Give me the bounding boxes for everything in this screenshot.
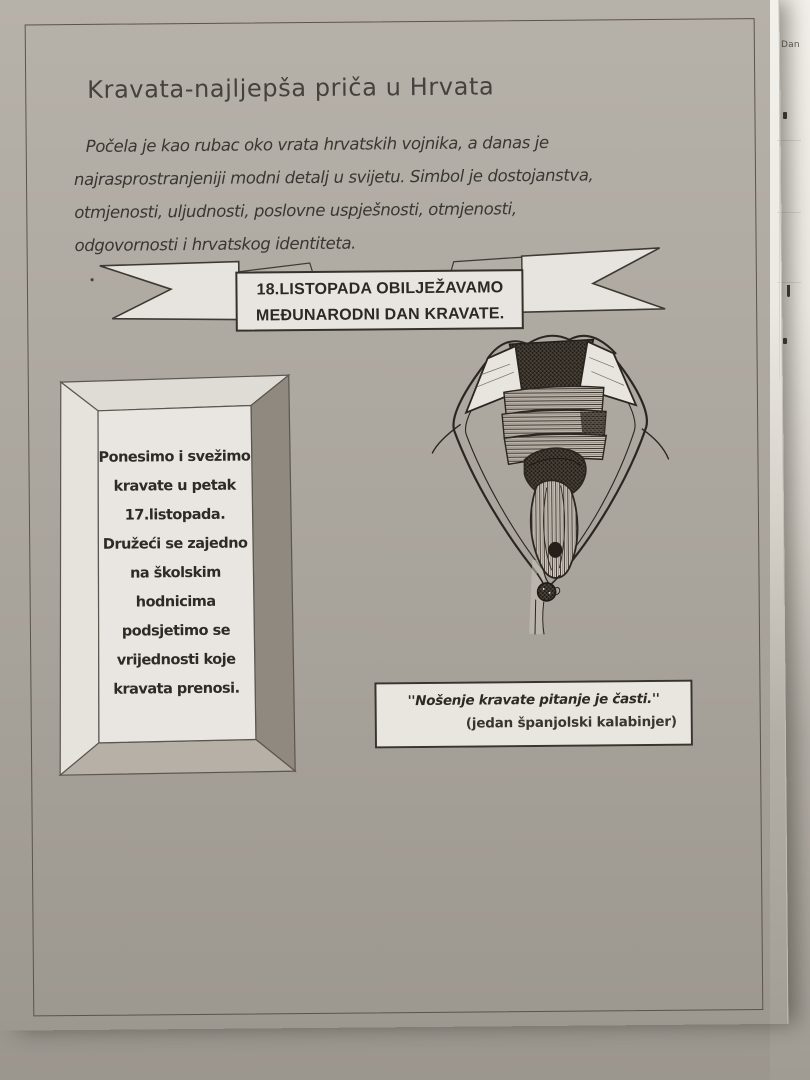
framed-note: [86, 442, 264, 705]
framed-note-line: kravate u petak: [113, 477, 236, 495]
cravat-ink-sketch-icon: [429, 327, 672, 641]
framed-note-line: Ponesimo i svežimo: [98, 448, 251, 466]
intro-line: otmjenosti, uljudnosti, poslovne uspješnosti, otmjenosti,: [74, 199, 517, 223]
intro-line: Počela je kao rubac oko vrata hrvatskih vojnika, a danas je: [85, 132, 549, 156]
background-sheet-mark: [783, 112, 787, 119]
background-sheet-mark: [783, 338, 787, 344]
framed-note-line: vrijednosti koje: [116, 651, 236, 669]
ribbon-left-tail: [100, 262, 240, 321]
background-sheet-mark: [787, 285, 790, 297]
banner-text: [236, 271, 524, 332]
page-title: Kravata-najljepša priča u Hrvata: [87, 72, 495, 104]
framed-note-line: hodnicima: [135, 593, 216, 611]
banner-text-line1: 18.LISTOPADA OBILJEŽAVAMO: [256, 279, 504, 299]
quote-box: [374, 680, 693, 749]
intro-line: odgovornosti i hrvatskog identiteta.: [74, 233, 357, 256]
framed-note-line: na školskim: [129, 564, 221, 582]
banner-bullet-dot: •: [88, 273, 96, 287]
quote-text: ''Nošenje kravate pitanje je časti.'': [407, 690, 660, 710]
background-sheet-text: Dan: [781, 40, 800, 50]
framed-note-line: podsjetimo se: [121, 622, 231, 640]
framed-note-line: Družeći se zajedno: [102, 535, 248, 553]
quote-attribution: (jedan španjolski kalabinjer): [465, 713, 677, 732]
intro-line: najrasprostranjeniji modni detalj u svijetu. Simbol je dostojanstva,: [73, 165, 594, 190]
banner-text-line2: MEĐUNARODNI DAN KRAVATE.: [255, 305, 505, 325]
ribbon-right-tail: [522, 248, 666, 312]
framed-note-line: kravata prenosi.: [113, 680, 240, 698]
framed-note-line: 17.listopada.: [124, 506, 226, 524]
intro-paragraph: [74, 126, 594, 263]
